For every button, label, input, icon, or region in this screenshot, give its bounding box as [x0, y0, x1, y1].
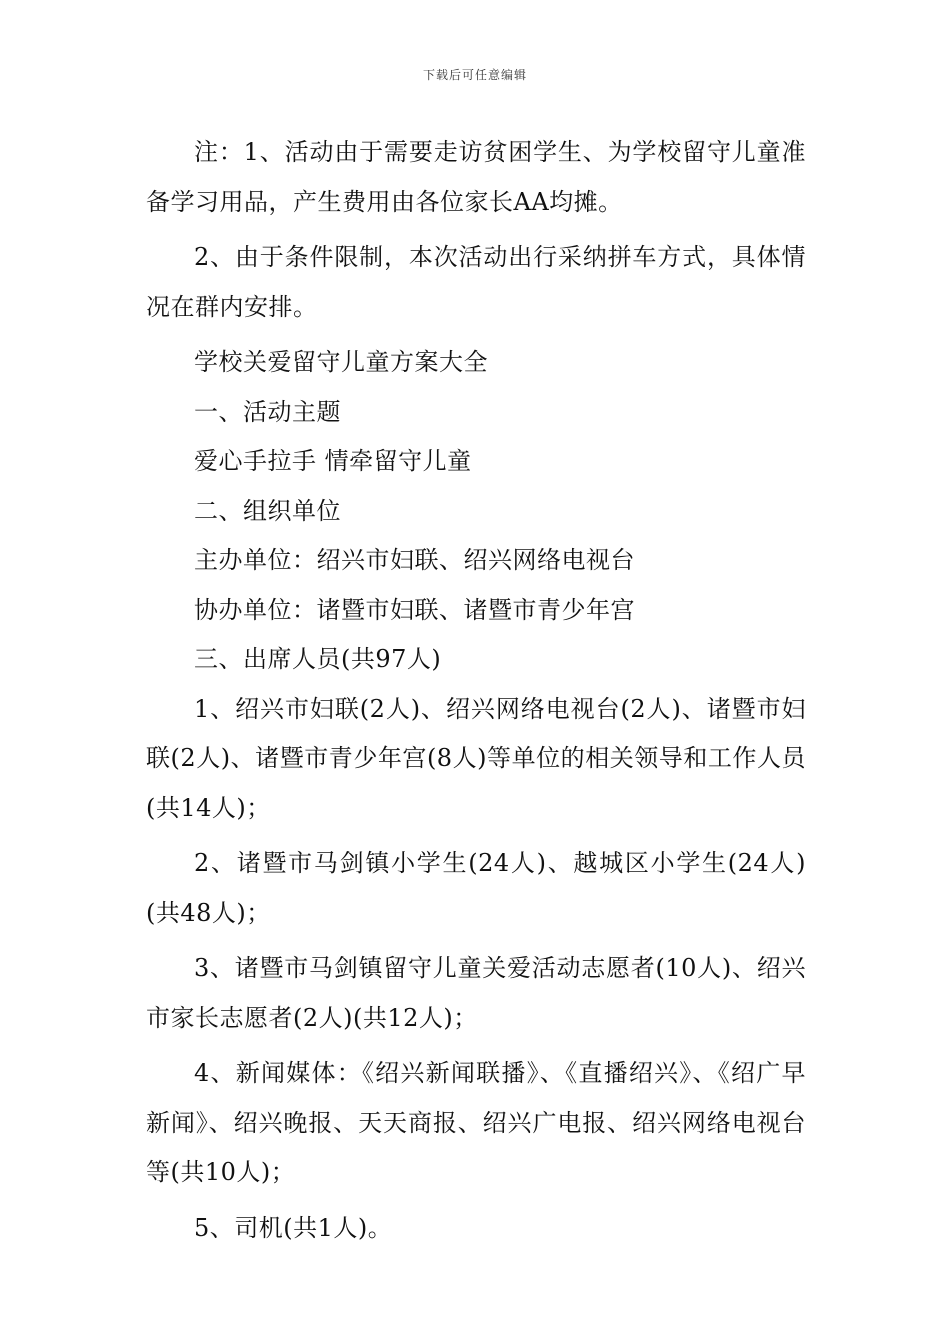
- attendee-item-1: 1、绍兴市妇联(2人)、绍兴网络电视台(2人)、诸暨市妇联(2人)、诸暨市青少年宫(8人)等单位的相关领导和工作人员(共14人)；: [146, 694, 806, 822]
- co-organizer: 协办单位：诸暨市妇联、诸暨市青少年宫: [194, 595, 635, 624]
- host-organizer: 主办单位：绍兴市妇联、绍兴网络电视台: [194, 546, 635, 574]
- document-body: [146, 128, 806, 1253]
- attendee-item-3: 3、诸暨市马剑镇留守儿童关爱活动志愿者(10人)、绍兴市家长志愿者(2人)(共12人)；: [146, 954, 806, 1032]
- attendee-item-2: 2、诸暨市马剑镇小学生(24人)、越城区小学生(24人)(共48人)；: [146, 849, 806, 927]
- page-header: 下载后可任意编辑: [422, 68, 527, 82]
- note-paragraph-1: 注：1、活动由于需要走访贫困学生、为学校留守儿童准备学习用品，产生费用由各位家长AA均摊。: [146, 138, 806, 216]
- heading-activity-theme: 一、活动主题: [194, 397, 341, 426]
- heading-organizers: 二、组织单位: [194, 496, 341, 525]
- section-title: 学校关爱留守儿童方案大全: [194, 348, 488, 376]
- note-paragraph-2: 2、由于条件限制，本次活动出行采纳拼车方式，具体情况在群内安排。: [146, 243, 806, 321]
- activity-theme-text: 爱心手拉手 情牵留守儿童: [194, 447, 472, 475]
- attendee-item-4: 4、新闻媒体：《绍兴新闻联播》、《直播绍兴》、《绍广早新闻》、绍兴晚报、天天商报、绍兴广电报、绍兴网络电视台等(共10人)；: [146, 1059, 806, 1186]
- heading-attendees: 三、出席人员(共97人): [194, 645, 442, 673]
- attendee-item-5: 5、司机(共1人)。: [194, 1213, 393, 1242]
